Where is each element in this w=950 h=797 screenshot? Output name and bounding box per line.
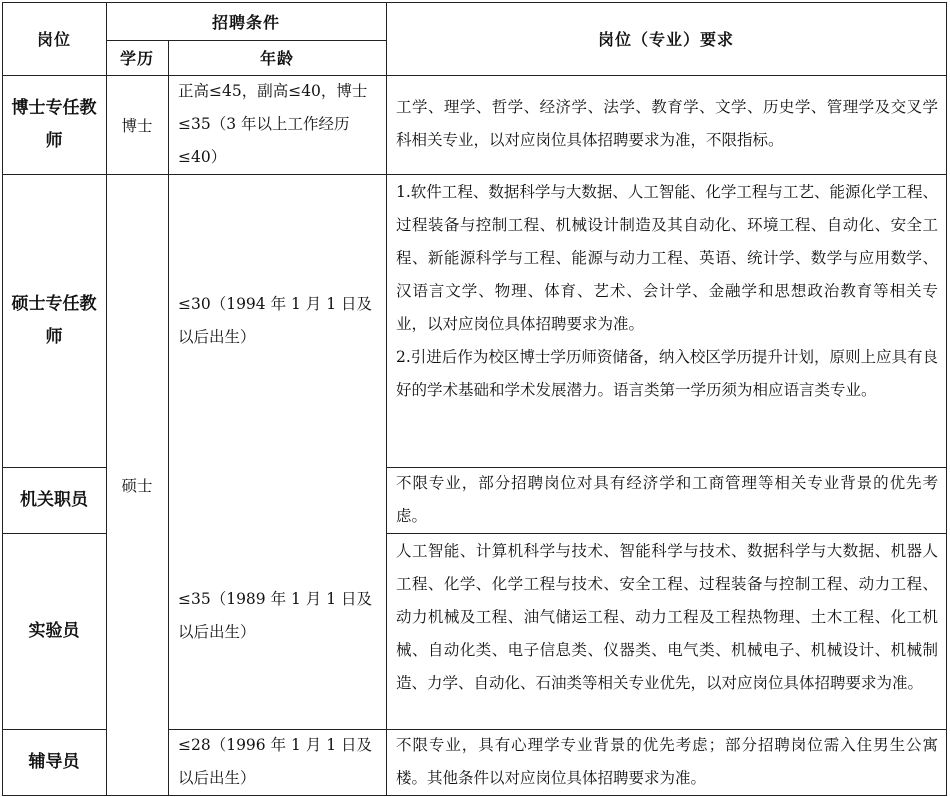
- requirements-master-teacher-item-1: 1.软件工程、数据科学与大数据、人工智能、化学工程与工艺、能源化学工程、过程装备与控制工程、机械设计制造及其自动化、环境工程、自动化、安全工程、新能源科学与工程、能源与动力工程、英语、统计学、数学与应用数学、汉语言文学、物理、体育、艺术、会计学、金融学和思想政治教育等相关专业，以对应岗位具体招聘要求为准。: [396, 183, 938, 333]
- requirements-counselor-text: 不限专业，具有心理学专业背景的优先考虑；部分招聘岗位需入住男生公寓楼。其他条件以对应岗位具体招聘要求为准。: [396, 736, 938, 787]
- requirements-master-teacher-item-2: 2.引进后作为校区博士学历师资储备，纳入校区学历提升计划，原则上应具有良好的学术基础和学术发展潜力。语言类第一学历须为相应语言类专业。: [396, 348, 938, 399]
- age-35: [168, 467, 386, 729]
- requirements-lab-technician: [386, 533, 946, 729]
- header-education: 学历: [119, 49, 154, 68]
- age-counselor: [168, 729, 386, 795]
- requirements-master-teacher: [386, 174, 946, 467]
- header-age: 年龄: [259, 49, 294, 68]
- position-lab-technician: 实验员: [28, 620, 80, 641]
- age-phd: [168, 75, 386, 174]
- requirements-counselor: [386, 729, 946, 795]
- age-35-text: ≤35（1989 年 1 月 1 日及以后出生）: [178, 590, 373, 641]
- requirements-staff-text: 不限专业，部分招聘岗位对具有经济学和工商管理等相关专业背景的优先考虑。: [396, 474, 938, 525]
- requirements-staff: [386, 467, 946, 533]
- header-requirements: 岗位（专业）要求: [597, 30, 734, 49]
- age-master-teacher-text: ≤30（1994 年 1 月 1 日及以后出生）: [178, 294, 373, 346]
- requirements-phd-text: 工学、理学、哲学、经济学、法学、教育学、文学、历史学、管理学及交叉学科相关专业，以对应岗位具体招聘要求为准，不限指标。: [396, 98, 938, 149]
- header-conditions: 招聘条件: [211, 12, 280, 32]
- position-counselor: 辅导员: [28, 751, 80, 772]
- requirements-lab-technician-text: 人工智能、计算机科学与技术、智能科学与技术、数据科学与大数据、机器人工程、化学、化学工程与技术、安全工程、过程装备与控制工程、动力工程、动力机械及工程、油气储运工程、动力工程及工程热物理、土木工程、化工机械、自动化类、电子信息类、仪器类、电气类、机械电子、机械设计、机械制造、力学、自动化、石油类等相关专业优先，以对应岗位具体招聘要求为准。: [396, 542, 938, 692]
- position-staff: 机关职员: [20, 489, 88, 510]
- education-master: 硕士: [121, 476, 153, 495]
- age-counselor-text: ≤28（1996 年 1 月 1 日及以后出生）: [178, 736, 373, 787]
- education-phd: 博士: [121, 116, 153, 135]
- header-position: 岗位: [36, 30, 71, 49]
- position-phd-teacher: 博士专任教师: [11, 97, 97, 151]
- position-master-teacher: 硕士专任教师: [11, 293, 97, 347]
- age-phd-text: 正高≤45，副高≤40，博士≤35（3 年以上工作经历≤40）: [178, 82, 368, 166]
- age-master-teacher: [168, 174, 386, 467]
- requirements-phd: [386, 75, 946, 174]
